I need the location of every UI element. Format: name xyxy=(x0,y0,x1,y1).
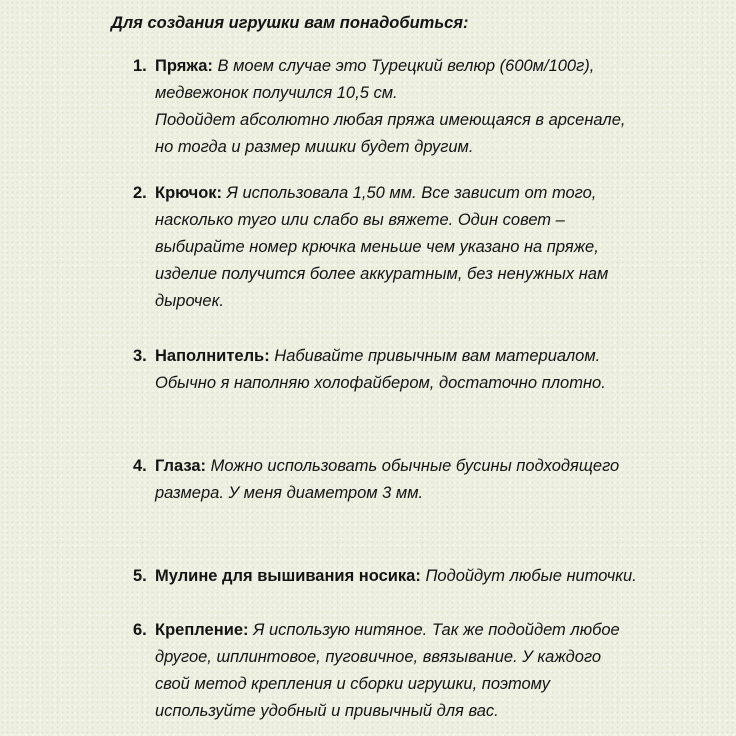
list-item-text: Я использую нитяное. Так же подойдет любое xyxy=(253,621,620,639)
list-item-number: 3. xyxy=(133,347,147,365)
list-item-filler xyxy=(133,343,693,397)
list-item-text: выбирайте номер крючка меньше чем указано на пряже, xyxy=(155,238,599,256)
list-item-number: 1. xyxy=(133,57,147,75)
list-item-text: свой метод крепления и сборки игрушки, поэтому xyxy=(155,675,551,693)
list-item-hook xyxy=(133,180,693,315)
list-item-text: насколько туго или слабо вы вяжете. Один совет – xyxy=(155,211,565,229)
list-item-floss xyxy=(133,563,693,590)
list-item-yarn xyxy=(133,53,693,161)
list-item-text: дырочек. xyxy=(155,292,224,310)
list-item-label: Крепление: xyxy=(155,621,249,639)
list-item-number: 2. xyxy=(133,184,147,202)
list-item-label: Глаза: xyxy=(155,457,207,475)
list-item-number: 4. xyxy=(133,457,147,475)
list-item-number: 6. xyxy=(133,621,147,639)
list-item-text: медвежонок получился 10,5 см. xyxy=(155,84,398,102)
list-item-text: другое, шплинтовое, пуговичное, ввязывание. У каждого xyxy=(155,648,602,666)
list-item-eyes xyxy=(133,453,693,507)
list-item-label: Мулине для вышивания носика: xyxy=(155,567,421,585)
list-item-text: Можно использовать обычные бусины подходящего xyxy=(210,457,620,475)
list-item-text: Подойдет абсолютно любая пряжа имеющаяся в арсенале, xyxy=(155,111,626,129)
document-heading: Для создания игрушки вам понадобиться: xyxy=(111,14,469,32)
list-item-text: размера. У меня диаметром 3 мм. xyxy=(155,484,424,502)
list-item-text: изделие получится более аккуратным, без ненужных нам xyxy=(155,265,609,283)
list-item-text: но тогда и размер мишки будет другим. xyxy=(155,138,474,156)
list-item-text: Набивайте привычным вам материалом. xyxy=(274,347,601,365)
list-item-label: Крючок: xyxy=(155,184,223,202)
list-item-text: В моем случае это Турецкий велюр (600м/100г), xyxy=(217,57,595,75)
list-item-label: Наполнитель: xyxy=(155,347,270,365)
list-item-text: Подойдут любые ниточки. xyxy=(425,567,637,585)
list-item-label: Пряжа: xyxy=(155,57,213,75)
list-item-text: Я использовала 1,50 мм. Все зависит от того, xyxy=(226,184,597,202)
list-item-fastening xyxy=(133,617,693,725)
list-item-text: Обычно я наполняю холофайбером, достаточно плотно. xyxy=(155,374,606,392)
list-item-number: 5. xyxy=(133,567,147,585)
list-item-text: используйте удобный и привычный для вас. xyxy=(155,702,499,720)
